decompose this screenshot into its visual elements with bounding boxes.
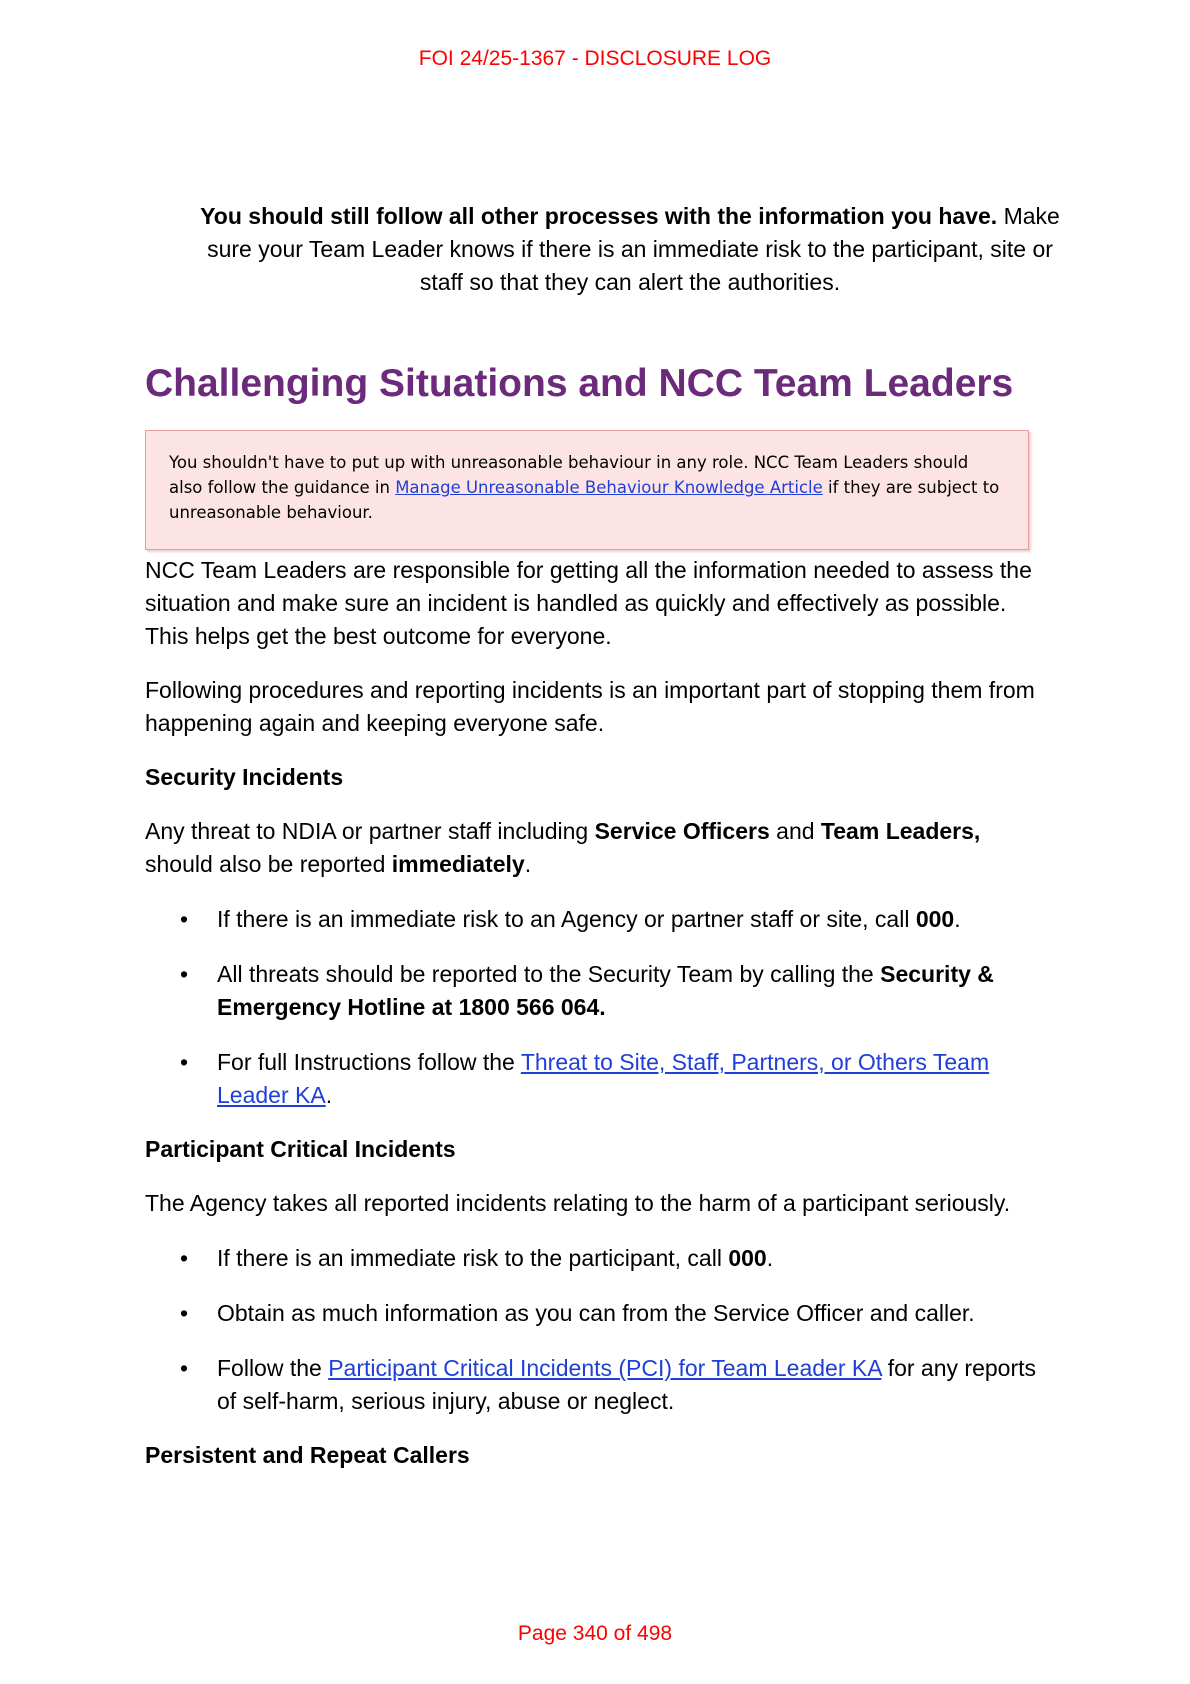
list-item [145, 1046, 1050, 1112]
list-item-text: If there is an immediate risk to an Agency or partner staff or site, call [217, 906, 916, 932]
security-intro-bold-1: Service Officers [594, 818, 770, 844]
list-item [145, 1242, 1050, 1275]
pci-team-leader-ka-link[interactable]: Participant Critical Incidents (PCI) for Team Leader KA [328, 1355, 882, 1381]
list-item-text: If there is an immediate risk to the participant, call [217, 1245, 729, 1271]
intro-rest-text: Make sure your Team Leader knows if there is an immediate risk to the participant, site or staff so that they can alert the authorities. [207, 203, 1060, 295]
list-item-bold: 000 [915, 906, 955, 932]
security-intro-text-2: and [769, 818, 821, 844]
bullet-icon: • [180, 1245, 189, 1271]
list-item-text: Follow the [217, 1355, 329, 1381]
callout-text-before: You shouldn't have to put up with unreasonable behaviour in any role. NCC Team Leaders should also follow the guidance in [169, 453, 969, 497]
list-item-end: for any reports of self-harm, serious injury, abuse or neglect. [217, 1355, 1036, 1414]
list-item-end: . [766, 1245, 774, 1271]
security-bullet-list [145, 903, 1050, 1112]
bullet-icon: • [180, 1049, 189, 1075]
responsibility-paragraph: NCC Team Leaders are responsible for getting all the information needed to assess the situation and make sure an incident is handled as quickly and effectively as possible. This helps get the best outcome for everyone. [145, 557, 1032, 649]
list-item-text: All threats should be reported to the Security Team by calling the [217, 961, 881, 987]
list-item-bold: 000 [728, 1245, 767, 1271]
list-item [145, 903, 1050, 936]
list-item-end: . [325, 1082, 333, 1108]
manage-unreasonable-behaviour-link[interactable]: Manage Unreasonable Behaviour Knowledge Article [395, 478, 823, 497]
threat-to-site-ka-link[interactable]: Threat to Site, Staff, Partners, or Others Team Leader KA [217, 1049, 990, 1108]
security-intro-bold-2: Team Leaders, [820, 818, 981, 844]
page-number-footer: Page 340 of 498 [517, 1622, 673, 1645]
bullet-icon: • [180, 961, 189, 987]
security-incidents-heading: Security Incidents [145, 764, 344, 790]
procedures-paragraph: Following procedures and reporting incidents is an important part of stopping them from happening again and keeping everyone safe. [145, 677, 1035, 736]
list-item [145, 1352, 1050, 1418]
intro-bold-text: You should still follow all other processes with the information you have. [200, 203, 998, 229]
unreasonable-behaviour-callout [145, 430, 1029, 550]
security-intro-text-4: . [524, 851, 532, 877]
list-item-text: Obtain as much information as you can from the Service Officer and caller. [217, 1300, 975, 1326]
list-item-end: . [954, 906, 961, 932]
list-item-text: For full Instructions follow the [217, 1049, 521, 1075]
participant-critical-incidents-heading: Participant Critical Incidents [145, 1136, 456, 1162]
bullet-icon: • [180, 1300, 189, 1326]
persistent-repeat-callers-heading: Persistent and Repeat Callers [145, 1442, 470, 1468]
intro-paragraph [200, 200, 1060, 299]
pci-intro-paragraph: The Agency takes all reported incidents relating to the harm of a participant seriously. [145, 1190, 1011, 1216]
security-intro-text-3: should also be reported [145, 851, 392, 877]
security-intro-bold-3: immediately [391, 851, 525, 877]
section-heading: Challenging Situations and NCC Team Leaders [145, 362, 1014, 405]
list-item [145, 958, 1050, 1024]
main-content [145, 360, 1050, 1472]
callout-text-after: if they are subject to unreasonable behaviour. [169, 478, 1000, 522]
disclosure-log-header: FOI 24/25-1367 - DISCLOSURE LOG [418, 47, 772, 70]
bullet-icon: • [180, 906, 189, 932]
security-intro-paragraph [145, 815, 1050, 881]
list-item [145, 1297, 1050, 1330]
bullet-icon: • [180, 1355, 189, 1381]
pci-bullet-list [145, 1242, 1050, 1418]
list-item-bold: Security & Emergency Hotline at 1800 566 064. [217, 961, 994, 1020]
security-intro-text-1: Any threat to NDIA or partner staff including [145, 818, 595, 844]
